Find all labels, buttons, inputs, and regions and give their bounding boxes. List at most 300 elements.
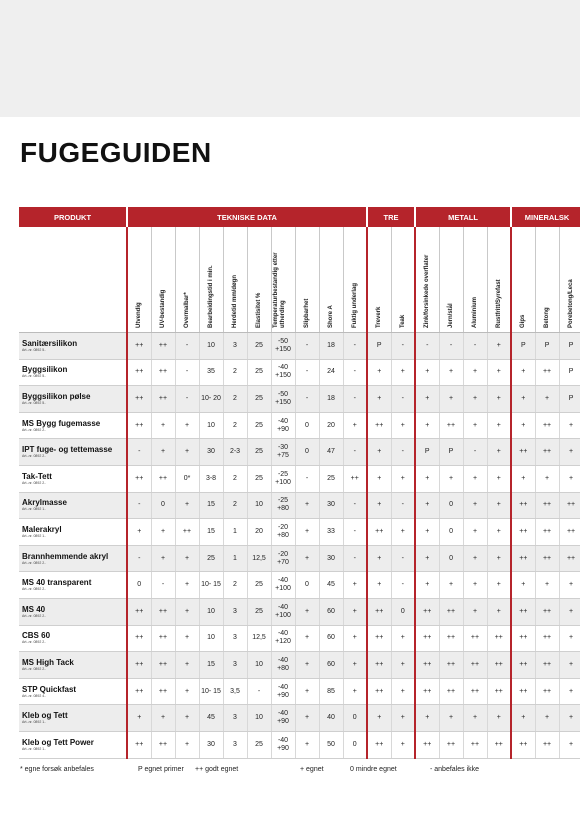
value-cell: + xyxy=(559,412,580,439)
article-number: Art.-nr. 0892 1.. xyxy=(22,507,47,512)
value-cell: 20 xyxy=(319,412,343,439)
value-cell: 25 xyxy=(247,731,271,758)
value-cell: + xyxy=(439,386,463,413)
value-cell: ++ xyxy=(535,492,559,519)
value-cell: - xyxy=(343,519,367,546)
value-cell: 25 xyxy=(247,465,271,492)
value-cell: 18 xyxy=(319,386,343,413)
value-cell: + xyxy=(559,731,580,758)
value-cell: + xyxy=(367,705,391,732)
product-header-blank xyxy=(19,227,127,333)
value-cell: + xyxy=(295,545,319,572)
value-cell: + xyxy=(439,359,463,386)
legend-item: 0 mindre egnet xyxy=(350,766,397,773)
value-cell: + xyxy=(415,572,439,599)
value-cell: 30 xyxy=(199,439,223,466)
value-cell: - xyxy=(391,439,415,466)
value-cell: -20 +70 xyxy=(271,545,295,572)
value-cell: - xyxy=(295,465,319,492)
value-cell: + xyxy=(175,439,199,466)
value-cell: P xyxy=(559,333,580,360)
value-cell: ++ xyxy=(559,492,580,519)
table-row xyxy=(19,333,580,360)
value-cell: - xyxy=(127,545,151,572)
value-cell: ++ xyxy=(151,359,175,386)
value-cell: + xyxy=(175,598,199,625)
value-cell: ++ xyxy=(151,465,175,492)
column-header xyxy=(439,227,463,333)
value-cell: + xyxy=(559,572,580,599)
value-cell: + xyxy=(295,492,319,519)
value-cell: + xyxy=(343,625,367,652)
table-row xyxy=(19,465,580,492)
group-header: TEKNISKE DATA xyxy=(127,207,367,227)
value-cell: ++ xyxy=(463,625,487,652)
value-cell: + xyxy=(295,678,319,705)
table-row xyxy=(19,359,580,386)
value-cell: ++ xyxy=(535,731,559,758)
column-header xyxy=(247,227,271,333)
value-cell: + xyxy=(559,439,580,466)
value-cell: + xyxy=(391,625,415,652)
value-cell: 25 xyxy=(247,359,271,386)
product-name: STP Quickfast xyxy=(22,684,77,694)
column-header xyxy=(151,227,175,333)
value-cell: - xyxy=(175,359,199,386)
legend-item: ++ godt egnet xyxy=(195,766,239,773)
value-cell: ++ xyxy=(535,678,559,705)
value-cell: + xyxy=(511,465,535,492)
value-cell: + xyxy=(295,731,319,758)
value-cell: ++ xyxy=(127,731,151,758)
value-cell: + xyxy=(391,519,415,546)
value-cell: 1 xyxy=(223,519,247,546)
value-cell: + xyxy=(343,652,367,679)
value-cell: 3 xyxy=(223,598,247,625)
value-cell: ++ xyxy=(151,598,175,625)
value-cell: 3 xyxy=(223,731,247,758)
table-row xyxy=(19,652,580,679)
value-cell: 15 xyxy=(199,652,223,679)
product-name: Byggsilikon xyxy=(22,365,68,375)
value-cell: + xyxy=(391,465,415,492)
column-header-label: Rustfritt/Syrefast xyxy=(495,279,502,328)
value-cell: ++ xyxy=(415,625,439,652)
legend-item: P egnet primer xyxy=(138,766,184,773)
group-header: PRODUKT xyxy=(19,207,127,227)
value-cell: 3 xyxy=(223,333,247,360)
value-cell: 47 xyxy=(319,439,343,466)
value-cell: -40 +90 xyxy=(271,731,295,758)
value-cell: + xyxy=(415,465,439,492)
value-cell: ++ xyxy=(127,652,151,679)
value-cell: ++ xyxy=(535,439,559,466)
value-cell: + xyxy=(391,678,415,705)
table-row xyxy=(19,439,580,466)
value-cell: 2-3 xyxy=(223,439,247,466)
value-cell: P xyxy=(415,439,439,466)
value-cell: 15 xyxy=(199,519,223,546)
value-cell: ++ xyxy=(367,412,391,439)
column-header xyxy=(127,227,151,333)
table-row xyxy=(19,625,580,652)
value-cell: ++ xyxy=(439,598,463,625)
article-number: Art.-nr. 0892 2.. xyxy=(22,560,47,565)
value-cell: 85 xyxy=(319,678,343,705)
product-cell xyxy=(19,359,127,386)
column-header xyxy=(415,227,439,333)
table-row xyxy=(19,705,580,732)
value-cell: + xyxy=(343,598,367,625)
value-cell: + xyxy=(415,519,439,546)
value-cell: + xyxy=(175,545,199,572)
product-cell xyxy=(19,465,127,492)
value-cell: ++ xyxy=(127,412,151,439)
value-cell: 10 xyxy=(199,625,223,652)
column-header xyxy=(559,227,580,333)
value-cell: 10- 15 xyxy=(199,572,223,599)
column-header xyxy=(487,227,511,333)
product-cell xyxy=(19,572,127,599)
column-header-label: Jern/stål xyxy=(448,303,455,328)
value-cell: ++ xyxy=(439,412,463,439)
value-cell: + xyxy=(295,519,319,546)
value-cell: + xyxy=(175,572,199,599)
product-cell xyxy=(19,652,127,679)
column-header-label: UV-bestandig xyxy=(160,289,166,328)
value-cell: 0 xyxy=(295,412,319,439)
value-cell: P xyxy=(439,439,463,466)
value-cell: ++ xyxy=(487,731,511,758)
value-cell: + xyxy=(535,386,559,413)
value-cell: 0 xyxy=(439,545,463,572)
value-cell: ++ xyxy=(511,492,535,519)
product-cell xyxy=(19,705,127,732)
page-title: FUGEGUIDEN xyxy=(20,137,212,168)
product-cell xyxy=(19,333,127,360)
product-cell xyxy=(19,519,127,546)
value-cell: + xyxy=(535,705,559,732)
table-row xyxy=(19,678,580,705)
column-header xyxy=(319,227,343,333)
value-cell: 60 xyxy=(319,625,343,652)
value-cell: ++ xyxy=(127,359,151,386)
document-page xyxy=(0,117,580,821)
value-cell: + xyxy=(487,359,511,386)
product-name: Kleb og Tett Power xyxy=(22,737,94,747)
value-cell: + xyxy=(295,625,319,652)
value-cell: + xyxy=(511,386,535,413)
column-header-label: Temperaturbestandig etter utherding xyxy=(273,252,286,328)
value-cell: ++ xyxy=(511,731,535,758)
value-cell: + xyxy=(463,598,487,625)
value-cell: -40 +100 xyxy=(271,598,295,625)
value-cell: 10- 15 xyxy=(199,678,223,705)
value-cell: 25 xyxy=(247,412,271,439)
product-name: Brannhemmende akryl xyxy=(22,551,109,561)
product-name: MS Bygg fugemasse xyxy=(22,418,101,428)
value-cell: ++ xyxy=(511,598,535,625)
value-cell: + xyxy=(463,465,487,492)
value-cell: - xyxy=(247,678,271,705)
value-cell: -40 +100 xyxy=(271,572,295,599)
value-cell: - xyxy=(343,386,367,413)
value-cell: 0 xyxy=(391,598,415,625)
product-cell xyxy=(19,386,127,413)
value-cell: + xyxy=(367,492,391,519)
value-cell: + xyxy=(439,465,463,492)
article-number: Art.-nr. 0892 2.. xyxy=(22,666,47,671)
product-cell xyxy=(19,412,127,439)
value-cell: 10 xyxy=(199,412,223,439)
value-cell: + xyxy=(367,359,391,386)
value-cell: + xyxy=(463,492,487,519)
value-cell: ++ xyxy=(415,652,439,679)
value-cell: - xyxy=(343,333,367,360)
value-cell: + xyxy=(151,545,175,572)
column-header-row xyxy=(19,227,580,333)
product-cell xyxy=(19,731,127,758)
table-row xyxy=(19,572,580,599)
value-cell: ++ xyxy=(367,598,391,625)
value-cell: + xyxy=(511,359,535,386)
value-cell: 2 xyxy=(223,412,247,439)
column-header-label: Shore A xyxy=(328,305,334,328)
value-cell: + xyxy=(367,572,391,599)
value-cell: 60 xyxy=(319,652,343,679)
value-cell: -30 +75 xyxy=(271,439,295,466)
value-cell: + xyxy=(175,652,199,679)
value-cell: - xyxy=(295,359,319,386)
value-cell: + xyxy=(151,412,175,439)
value-cell: ++ xyxy=(463,731,487,758)
value-cell: 10- 20 xyxy=(199,386,223,413)
value-cell: + xyxy=(463,705,487,732)
table-row xyxy=(19,412,580,439)
value-cell: ++ xyxy=(535,519,559,546)
value-cell: 12,5 xyxy=(247,625,271,652)
value-cell: + xyxy=(367,545,391,572)
value-cell: 50 xyxy=(319,731,343,758)
legend-item: + egnet xyxy=(300,766,324,773)
article-number: Art.-nr. 0892 5.. xyxy=(22,374,47,379)
value-cell: - xyxy=(391,333,415,360)
column-header xyxy=(223,227,247,333)
value-cell: -40 +90 xyxy=(271,678,295,705)
value-cell: - xyxy=(343,439,367,466)
legend-item: * egne forsøk anbefales xyxy=(20,766,94,773)
column-header xyxy=(199,227,223,333)
value-cell: + xyxy=(559,625,580,652)
value-cell: ++ xyxy=(151,386,175,413)
value-cell: + xyxy=(151,439,175,466)
product-cell xyxy=(19,598,127,625)
value-cell: ++ xyxy=(535,652,559,679)
value-cell: ++ xyxy=(367,678,391,705)
value-cell: + xyxy=(391,652,415,679)
value-cell: ++ xyxy=(511,625,535,652)
value-cell: 30 xyxy=(199,731,223,758)
fuge-table xyxy=(19,207,580,759)
value-cell: + xyxy=(175,705,199,732)
column-header-label: Aluminium xyxy=(472,297,479,328)
value-cell: + xyxy=(367,439,391,466)
value-cell: 25 xyxy=(247,439,271,466)
value-cell: ++ xyxy=(127,386,151,413)
value-cell: ++ xyxy=(511,439,535,466)
group-header: METALL xyxy=(415,207,511,227)
value-cell: -25 +100 xyxy=(271,465,295,492)
value-cell: ++ xyxy=(487,678,511,705)
column-header xyxy=(271,227,295,333)
value-cell: 20 xyxy=(247,519,271,546)
column-header-label: Herdetid mm/døgn xyxy=(232,274,238,328)
column-header xyxy=(343,227,367,333)
value-cell: ++ xyxy=(367,625,391,652)
value-cell: 3 xyxy=(223,705,247,732)
value-cell: + xyxy=(415,386,439,413)
table-row xyxy=(19,598,580,625)
column-header-label: Overmalbar* xyxy=(184,292,190,328)
table-row xyxy=(19,492,580,519)
value-cell: 33 xyxy=(319,519,343,546)
article-number: Art.-nr. 0892 1.. xyxy=(22,720,47,725)
value-cell: + xyxy=(295,705,319,732)
value-cell: ++ xyxy=(439,652,463,679)
value-cell: 10 xyxy=(247,652,271,679)
value-cell: + xyxy=(511,412,535,439)
value-cell: 0 xyxy=(151,492,175,519)
value-cell: + xyxy=(487,705,511,732)
value-cell: 25 xyxy=(247,333,271,360)
value-cell: ++ xyxy=(367,519,391,546)
value-cell: - xyxy=(415,333,439,360)
column-header-label: Fuktig underlag xyxy=(351,283,358,328)
value-cell: + xyxy=(463,545,487,572)
group-header-row xyxy=(19,207,580,227)
value-cell: + xyxy=(439,705,463,732)
value-cell: + xyxy=(391,705,415,732)
value-cell: ++ xyxy=(127,678,151,705)
column-header-label: Elastisitet % xyxy=(256,292,262,328)
value-cell: + xyxy=(487,572,511,599)
article-number: Art.-nr. 0892 5.. xyxy=(22,400,47,405)
value-cell: ++ xyxy=(511,519,535,546)
value-cell: 1 xyxy=(223,545,247,572)
table-row xyxy=(19,545,580,572)
value-cell: + xyxy=(535,465,559,492)
value-cell: ++ xyxy=(535,545,559,572)
value-cell: ++ xyxy=(535,412,559,439)
product-name: IPT fuge- og tettemasse xyxy=(22,445,113,455)
value-cell: + xyxy=(295,652,319,679)
value-cell: ++ xyxy=(415,598,439,625)
group-header: TRE xyxy=(367,207,415,227)
product-name: MS 40 transparent xyxy=(22,578,92,588)
value-cell: + xyxy=(463,412,487,439)
value-cell: 45 xyxy=(199,705,223,732)
column-header-label: Utvendig xyxy=(136,302,143,328)
product-name: CBS 60 xyxy=(22,631,51,641)
value-cell: 10 xyxy=(247,705,271,732)
value-cell: + xyxy=(391,731,415,758)
value-cell: + xyxy=(175,625,199,652)
column-header xyxy=(391,227,415,333)
value-cell: + xyxy=(487,519,511,546)
value-cell: 30 xyxy=(319,545,343,572)
value-cell: + xyxy=(559,678,580,705)
value-cell: ++ xyxy=(535,598,559,625)
value-cell: + xyxy=(127,519,151,546)
value-cell: -50 +150 xyxy=(271,386,295,413)
column-header xyxy=(175,227,199,333)
value-cell: - xyxy=(439,333,463,360)
value-cell: - xyxy=(127,492,151,519)
value-cell: ++ xyxy=(343,465,367,492)
value-cell: -40 +90 xyxy=(271,705,295,732)
table-row xyxy=(19,386,580,413)
value-cell: + xyxy=(559,652,580,679)
product-name: MS High Tack xyxy=(22,657,74,667)
value-cell: + xyxy=(391,359,415,386)
column-header xyxy=(463,227,487,333)
value-cell: + xyxy=(559,705,580,732)
value-cell: + xyxy=(343,572,367,599)
value-cell: P xyxy=(559,359,580,386)
product-name: MS 40 xyxy=(22,604,46,614)
value-cell: - xyxy=(127,439,151,466)
value-cell: 2 xyxy=(223,359,247,386)
value-cell: -40 +80 xyxy=(271,652,295,679)
value-cell: 40 xyxy=(319,705,343,732)
value-cell: + xyxy=(151,705,175,732)
article-number: Art.-nr. 0892 5.. xyxy=(22,347,47,352)
value-cell: 0 xyxy=(439,519,463,546)
article-number: Art.-nr. 0892 2.. xyxy=(22,454,47,459)
value-cell: ++ xyxy=(463,678,487,705)
value-cell: 3-8 xyxy=(199,465,223,492)
value-cell: + xyxy=(535,572,559,599)
value-cell: ++ xyxy=(415,678,439,705)
value-cell: -40 +90 xyxy=(271,412,295,439)
value-cell: + xyxy=(559,598,580,625)
value-cell: - xyxy=(343,545,367,572)
column-header xyxy=(511,227,535,333)
product-name: Byggsilikon pølse xyxy=(22,391,91,401)
value-cell: ++ xyxy=(151,731,175,758)
group-header: MINERALSK xyxy=(511,207,580,227)
value-cell: - xyxy=(463,439,487,466)
value-cell: ++ xyxy=(151,333,175,360)
value-cell: + xyxy=(487,439,511,466)
value-cell: + xyxy=(343,412,367,439)
value-cell: ++ xyxy=(487,625,511,652)
value-cell: 45 xyxy=(319,572,343,599)
value-cell: + xyxy=(487,545,511,572)
product-cell xyxy=(19,625,127,652)
article-number: Art.-nr. 0892 2.. xyxy=(22,640,47,645)
value-cell: P xyxy=(535,333,559,360)
column-header-label: Bearbeidingstid i min. xyxy=(208,265,214,328)
value-cell: ++ xyxy=(439,678,463,705)
value-cell: 25 xyxy=(247,386,271,413)
value-cell: + xyxy=(151,519,175,546)
legend-item: - anbefales ikke xyxy=(430,766,480,773)
value-cell: -40 +150 xyxy=(271,359,295,386)
value-cell: ++ xyxy=(415,731,439,758)
value-cell: - xyxy=(295,333,319,360)
value-cell: ++ xyxy=(463,652,487,679)
